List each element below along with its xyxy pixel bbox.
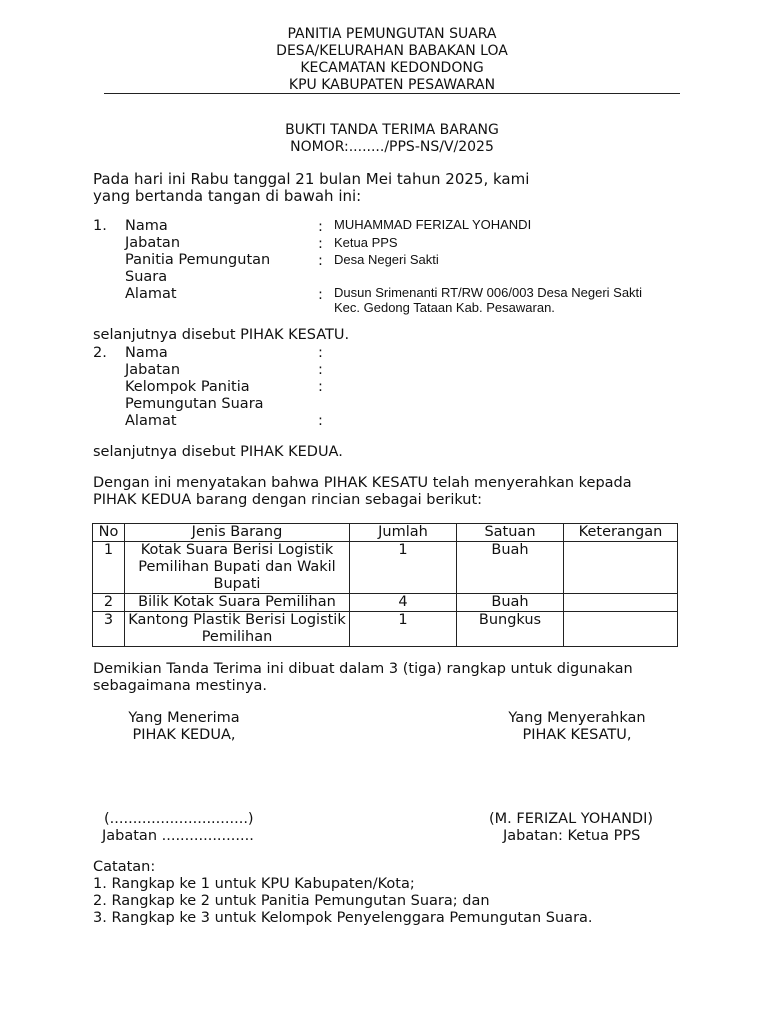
- notes-title: Catatan:: [93, 859, 156, 875]
- party2-colon-kelompok: :: [318, 379, 323, 395]
- intro-line-1: Pada hari ini Rabu tanggal 21 bulan Mei tahun 2025, kami: [93, 170, 530, 188]
- party2-number: 2.: [93, 345, 107, 361]
- left-signer-party: PIHAK KEDUA,: [132, 727, 236, 743]
- party1-alamat-value-1: Dusun Srimenanti RT/RW 006/003 Desa Negeri Sakti: [334, 285, 643, 300]
- right-signer-role: Yang Menyerahkan: [508, 710, 646, 726]
- party1-closing: selanjutnya disebut PIHAK KESATU.: [93, 327, 350, 343]
- cell-jumlah: 1: [350, 542, 457, 594]
- party1-label-panitia-cont: Suara: [125, 269, 168, 285]
- header-divider: [104, 93, 680, 94]
- table-row: [93, 612, 678, 647]
- document-title: BUKTI TANDA TERIMA BARANG: [285, 122, 499, 138]
- header-jumlah: Jumlah: [350, 524, 457, 542]
- intro-line-2: yang bertanda tangan di bawah ini:: [93, 187, 362, 205]
- party1-label-alamat: Alamat: [125, 286, 177, 302]
- party1-jabatan-value: Ketua PPS: [334, 235, 398, 250]
- party2-label-jabatan: Jabatan: [125, 362, 181, 378]
- party1-colon-nama: :: [318, 219, 323, 235]
- party1-panitia-value: Desa Negeri Sakti: [334, 252, 439, 267]
- document-number: NOMOR:......../PPS-NS/V/2025: [290, 139, 494, 155]
- cell-jumlah: 4: [350, 594, 457, 612]
- party1-alamat-value-2: Kec. Gedong Tataan Kab. Pesawaran.: [334, 300, 555, 315]
- header-line-4: KPU KABUPATEN PESAWARAN: [288, 77, 496, 93]
- cell-satuan: Bungkus: [457, 612, 564, 647]
- cell-jenis-barang: Kotak Suara Berisi Logistik Pemilihan Bupati dan Wakil Bupati: [125, 542, 350, 594]
- party2-colon-jabatan: :: [318, 362, 323, 378]
- party1-colon-jabatan: :: [318, 236, 323, 252]
- cell-keterangan: [564, 612, 678, 647]
- left-signer-jabatan: Jabatan ....................: [102, 828, 254, 844]
- header-jenis-barang: Jenis Barang: [125, 524, 350, 542]
- table-header-row: [93, 524, 678, 542]
- party2-colon-nama: :: [318, 345, 323, 361]
- closing-line-1: Demikian Tanda Terima ini dibuat dalam 3 (tiga) rangkap untuk digunakan: [93, 661, 633, 677]
- party2-closing: selanjutnya disebut PIHAK KEDUA.: [93, 444, 343, 460]
- cell-keterangan: [564, 542, 678, 594]
- items-table: [92, 523, 678, 647]
- cell-no: 3: [93, 612, 125, 647]
- cell-keterangan: [564, 594, 678, 612]
- party1-label-panitia: Panitia Pemungutan: [125, 252, 271, 268]
- party1-number: 1.: [93, 218, 107, 234]
- right-signer-jabatan: Jabatan: Ketua PPS: [503, 828, 641, 844]
- header-satuan: Satuan: [457, 524, 564, 542]
- notes-item-2: 2. Rangkap ke 2 untuk Panitia Pemungutan Suara; dan: [93, 893, 490, 909]
- cell-jenis-barang: Bilik Kotak Suara Pemilihan: [125, 594, 350, 612]
- header-no: No: [93, 524, 125, 542]
- notes-item-3: 3. Rangkap ke 3 untuk Kelompok Penyelenggara Pemungutan Suara.: [93, 910, 593, 926]
- cell-jumlah: 1: [350, 612, 457, 647]
- party2-label-kelompok: Kelompok Panitia: [125, 379, 250, 395]
- cell-no: 1: [93, 542, 125, 594]
- cell-no: 2: [93, 594, 125, 612]
- party2-colon-alamat: :: [318, 413, 323, 429]
- header-keterangan: Keterangan: [564, 524, 678, 542]
- right-signer-name: (M. FERIZAL YOHANDI): [489, 811, 654, 827]
- party1-label-jabatan: Jabatan: [125, 235, 181, 251]
- party1-nama-value: MUHAMMAD FERIZAL YOHANDI: [334, 217, 532, 232]
- statement-line-1: Dengan ini menyatakan bahwa PIHAK KESATU telah menyerahkan kepada: [93, 475, 632, 491]
- header-line-2: DESA/KELURAHAN BABAKAN LOA: [276, 43, 508, 59]
- party2-label-nama: Nama: [125, 345, 168, 361]
- party1-colon-panitia: :: [318, 253, 323, 269]
- left-signer-name: (..............................): [104, 811, 254, 827]
- notes-item-1: 1. Rangkap ke 1 untuk KPU Kabupaten/Kota;: [93, 876, 415, 892]
- header-line-1: PANITIA PEMUNGUTAN SUARA: [287, 26, 497, 42]
- table-row: [93, 542, 678, 594]
- header-line-3: KECAMATAN KEDONDONG: [300, 60, 484, 76]
- cell-satuan: Buah: [457, 594, 564, 612]
- party2-label-kelompok-cont: Pemungutan Suara: [125, 396, 264, 412]
- closing-line-2: sebagaimana mestinya.: [93, 678, 267, 694]
- table-row: [93, 594, 678, 612]
- cell-satuan: Buah: [457, 542, 564, 594]
- party1-colon-alamat: :: [318, 287, 323, 303]
- left-signer-role: Yang Menerima: [128, 710, 240, 726]
- statement-line-2: PIHAK KEDUA barang dengan rincian sebagai berikut:: [93, 492, 483, 508]
- party2-label-alamat: Alamat: [125, 413, 177, 429]
- cell-jenis-barang: Kantong Plastik Berisi Logistik Pemilihan: [125, 612, 350, 647]
- party1-label-nama: Nama: [125, 218, 168, 234]
- right-signer-party: PIHAK KESATU,: [522, 727, 632, 743]
